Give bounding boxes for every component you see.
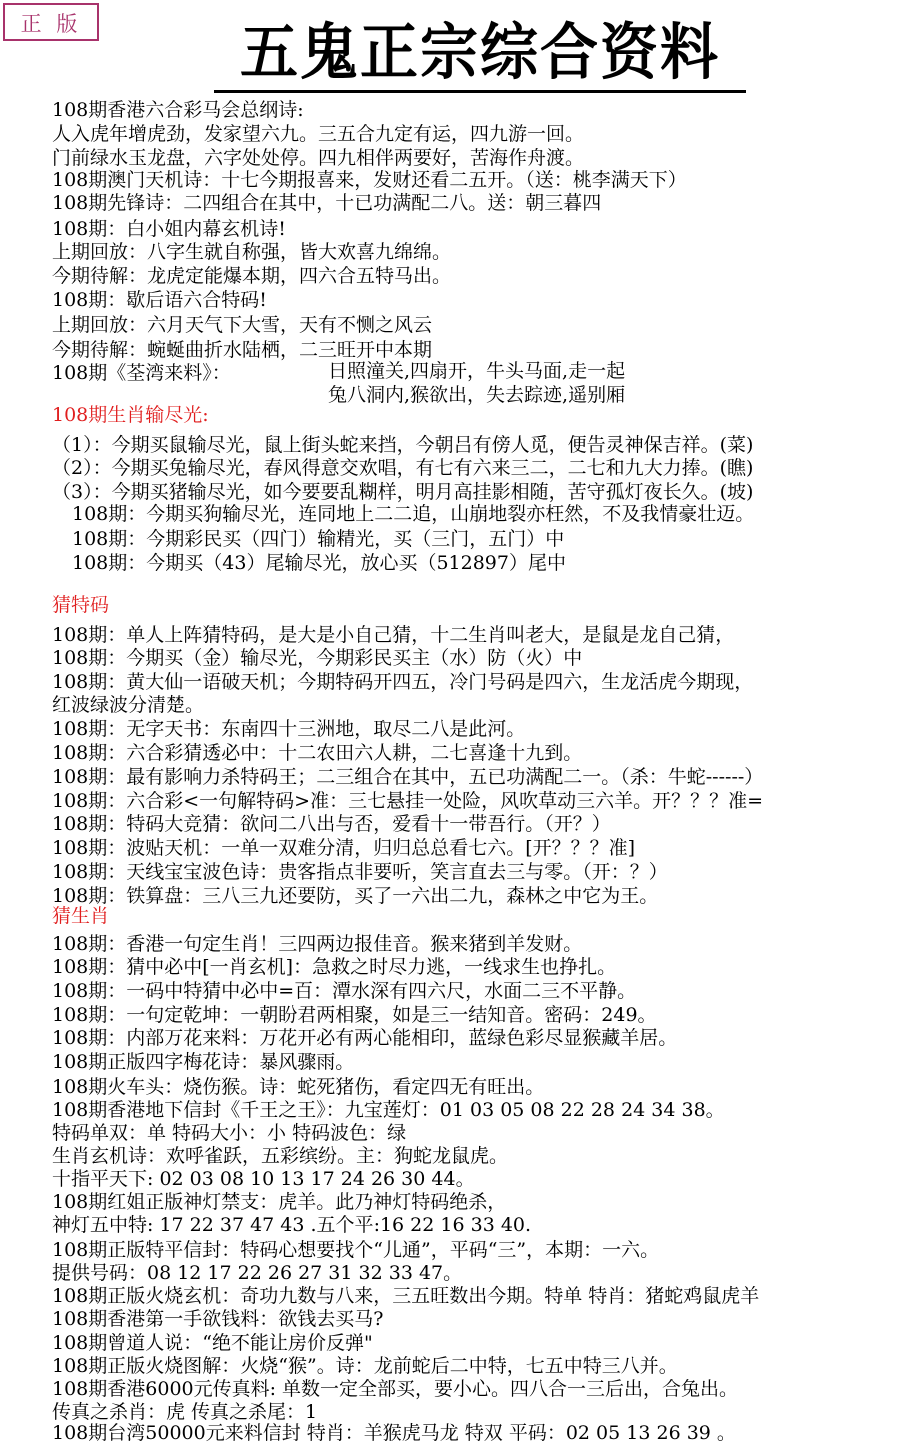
text-line: 108期：无字天书：东南四十三洲地，取尽二八是此河。 [52, 718, 526, 740]
text-line: 108期：今期彩民买（四门）输精光，买（三门，五门）中 [72, 528, 565, 550]
text-line: 108期：香港一句定生肖！三四两边报佳音。猴来猪到羊发财。 [52, 933, 583, 955]
text-line: 108期火车头：烧伤猴。诗：蛇死猪伤，看定四无有旺出。 [52, 1076, 545, 1098]
page-title: 五鬼正宗综合资料 [239, 16, 720, 88]
text-line: 108期正版特平信封：特码心想要找个“儿通”，平码“三”，本期：一六。 [52, 1239, 660, 1261]
text-line: 红波绿波分清楚。 [52, 694, 205, 716]
text-line: 上期回放：八字生就自称强，皆大欢喜九绵绵。 [52, 241, 452, 263]
text-line: 108期：天线宝宝波色诗：贵客指点非要听，笑言直去三与零。（开：？） [52, 861, 668, 883]
text-line: 108期红姐正版神灯禁支：虎羊。此乃神灯特码绝杀， [52, 1191, 507, 1213]
text-line: 上期回放：六月天气下大雪，天有不恻之风云 [52, 314, 433, 336]
edition-badge: 正 版 [3, 3, 99, 41]
text-line: 108期澳门天机诗：十七今期报喜来，发财还看二五开。（送：桃李满天下） [52, 169, 687, 191]
section-heading: 108期生肖输尽光: [52, 404, 209, 426]
text-line: 108期：猜中必中[一肖玄机]：急救之时尽力逃，一线求生也挣扎。 [52, 956, 617, 978]
text-line: 108期：铁算盘：三八三九还要防，买了一六出二九，森林之中它为王。 [52, 885, 659, 907]
text-line: 108期：今期买狗输尽光，连同地上二二追，山崩地裂亦枉然，不及我情豪壮迈。 [72, 503, 755, 525]
text-line: 108期《荃湾来料》： [52, 362, 231, 384]
text-line: 特码单双：单 特码大小：小 特码波色：绿 [52, 1122, 407, 1144]
text-line: 108期：今期买（金）输尽光，今期彩民买主（水）防（火）中 [52, 647, 583, 669]
text-line: 108期台湾50000元来料信封 特肖：羊猴虎马龙 特双 平码：02 05 13 26 39 。 [52, 1422, 736, 1444]
text-line: 生肖玄机诗：欢呼雀跃，五彩缤纷。主：狗蛇龙鼠虎。 [52, 1145, 509, 1167]
section-heading: 猜生肖 [52, 905, 110, 927]
text-line: 提供号码：08 12 17 22 26 27 31 32 33 47。 [52, 1262, 463, 1284]
text-line: 人入虎年增虎劲，发家望六九。三五合九定有运，四九游一回。 [52, 123, 585, 145]
text-line: 108期：黄大仙一语破天机；今期特码开四五，冷门号码是四六，生龙活虎今期现， [52, 671, 754, 693]
text-line: 108期正版四字梅花诗：暴风骤雨。 [52, 1051, 355, 1073]
text-line: 108期正版火烧玄机：奇功九数与八来，三五旺数出今期。特单 特肖：猪蛇鸡鼠虎羊 [52, 1285, 760, 1307]
text-line: 108期香港六合彩马会总纲诗: [52, 99, 304, 121]
text-line: 今期待解：蜿蜒曲折水陆栖，二三旺开中本期 [52, 339, 433, 361]
text-line: （1）：今期买鼠输尽光，鼠上街头蛇来挡，今朝吕有傍人觅，便告灵神保吉祥。(菜) [52, 434, 754, 456]
text-line: 108期先锋诗：二四组合在其中，十已功满配二八。送：朝三暮四 [52, 192, 602, 214]
text-line: 108期：六合彩猜透必中：十二农田六人耕，二七喜逢十九到。 [52, 742, 583, 764]
text-line: （3）：今期买猪输尽光，如今要要乱糊样，明月高挂影相随，苦守孤灯夜长久。(坡) [52, 481, 754, 503]
text-line: （2）：今期买兔输尽光，春风得意交欢唱，有七有六来三二，二七和九大力捧。(瞧) [52, 457, 754, 479]
text-line: 十指平天下: 02 03 08 10 13 17 24 26 30 44。 [52, 1168, 475, 1190]
text-line: 108期：波贴天机：一单一双难分清，归归总总看七六。[开？？？准] [52, 837, 636, 859]
text-line: 108期：歇后语六合特码! [52, 289, 267, 311]
text-line: 108期香港地下信封《千王之王》：九宝莲灯：01 03 05 08 22 28 24 34 38。 [52, 1099, 725, 1121]
text-line: 108期：一码中特猜中必中=百：潭水深有四六尺，水面二三不平静。 [52, 980, 637, 1002]
text-line: 今期待解：龙虎定能爆本期，四六合五特马出。 [52, 265, 452, 287]
text-line: 108期香港6000元传真料: 单数一定全部买，要小心。四八合一三后出，合兔出。 [52, 1378, 739, 1400]
text-line: 108期：内部万花来料：万花开必有两心能相印，蓝绿色彩尽显猴藏羊居。 [52, 1027, 678, 1049]
text-line: 神灯五中特: 17 22 37 47 43 .五个平:16 22 16 33 40. [52, 1214, 532, 1236]
text-line: 108期：一句定乾坤：一朝盼君两相聚，如是三一结知音。密码：249。 [52, 1004, 657, 1026]
text-line: 日照潼关,四扇开，牛头马面,走一起 [328, 360, 626, 382]
title-underline [214, 90, 746, 93]
text-line: 传真之杀肖：虎 传真之杀尾：1 [52, 1401, 318, 1423]
text-line: 108期曾道人说：“绝不能让房价反弹" [52, 1332, 373, 1354]
text-line: 108期：六合彩<一句解特码>准：三七悬挂一处险，风吹草动三六羊。开？？？准= [52, 790, 764, 812]
text-line: 108期香港第一手欲钱料：欲钱去买马? [52, 1308, 384, 1330]
text-line: 108期：单人上阵猜特码，是大是小自己猜，十二生肖叫老大，是鼠是龙自己猜， [52, 624, 735, 646]
text-line: 108期：今期买（43）尾输尽光，放心买（512897）尾中 [72, 552, 566, 574]
text-line: 门前绿水玉龙盘，六字处处停。四九相伴两要好，苦海作舟渡。 [52, 147, 585, 169]
text-line: 108期：白小姐内幕玄机诗! [52, 218, 286, 240]
text-line: 108期正版火烧图解：火烧“猴”。诗：龙前蛇后二中特，七五中特三八并。 [52, 1355, 678, 1377]
section-heading: 猜特码 [52, 594, 110, 616]
text-line: 兔八洞内,猴欲出，失去踪迹,遥别厢 [328, 384, 626, 406]
text-line: 108期：最有影响力杀特码王；二三组合在其中，五已功满配二一。（杀：牛蛇------） [52, 766, 764, 788]
text-line: 108期：特码大竞猜：欲问二八出与否，爱看十一带吾行。（开？） [52, 813, 611, 835]
